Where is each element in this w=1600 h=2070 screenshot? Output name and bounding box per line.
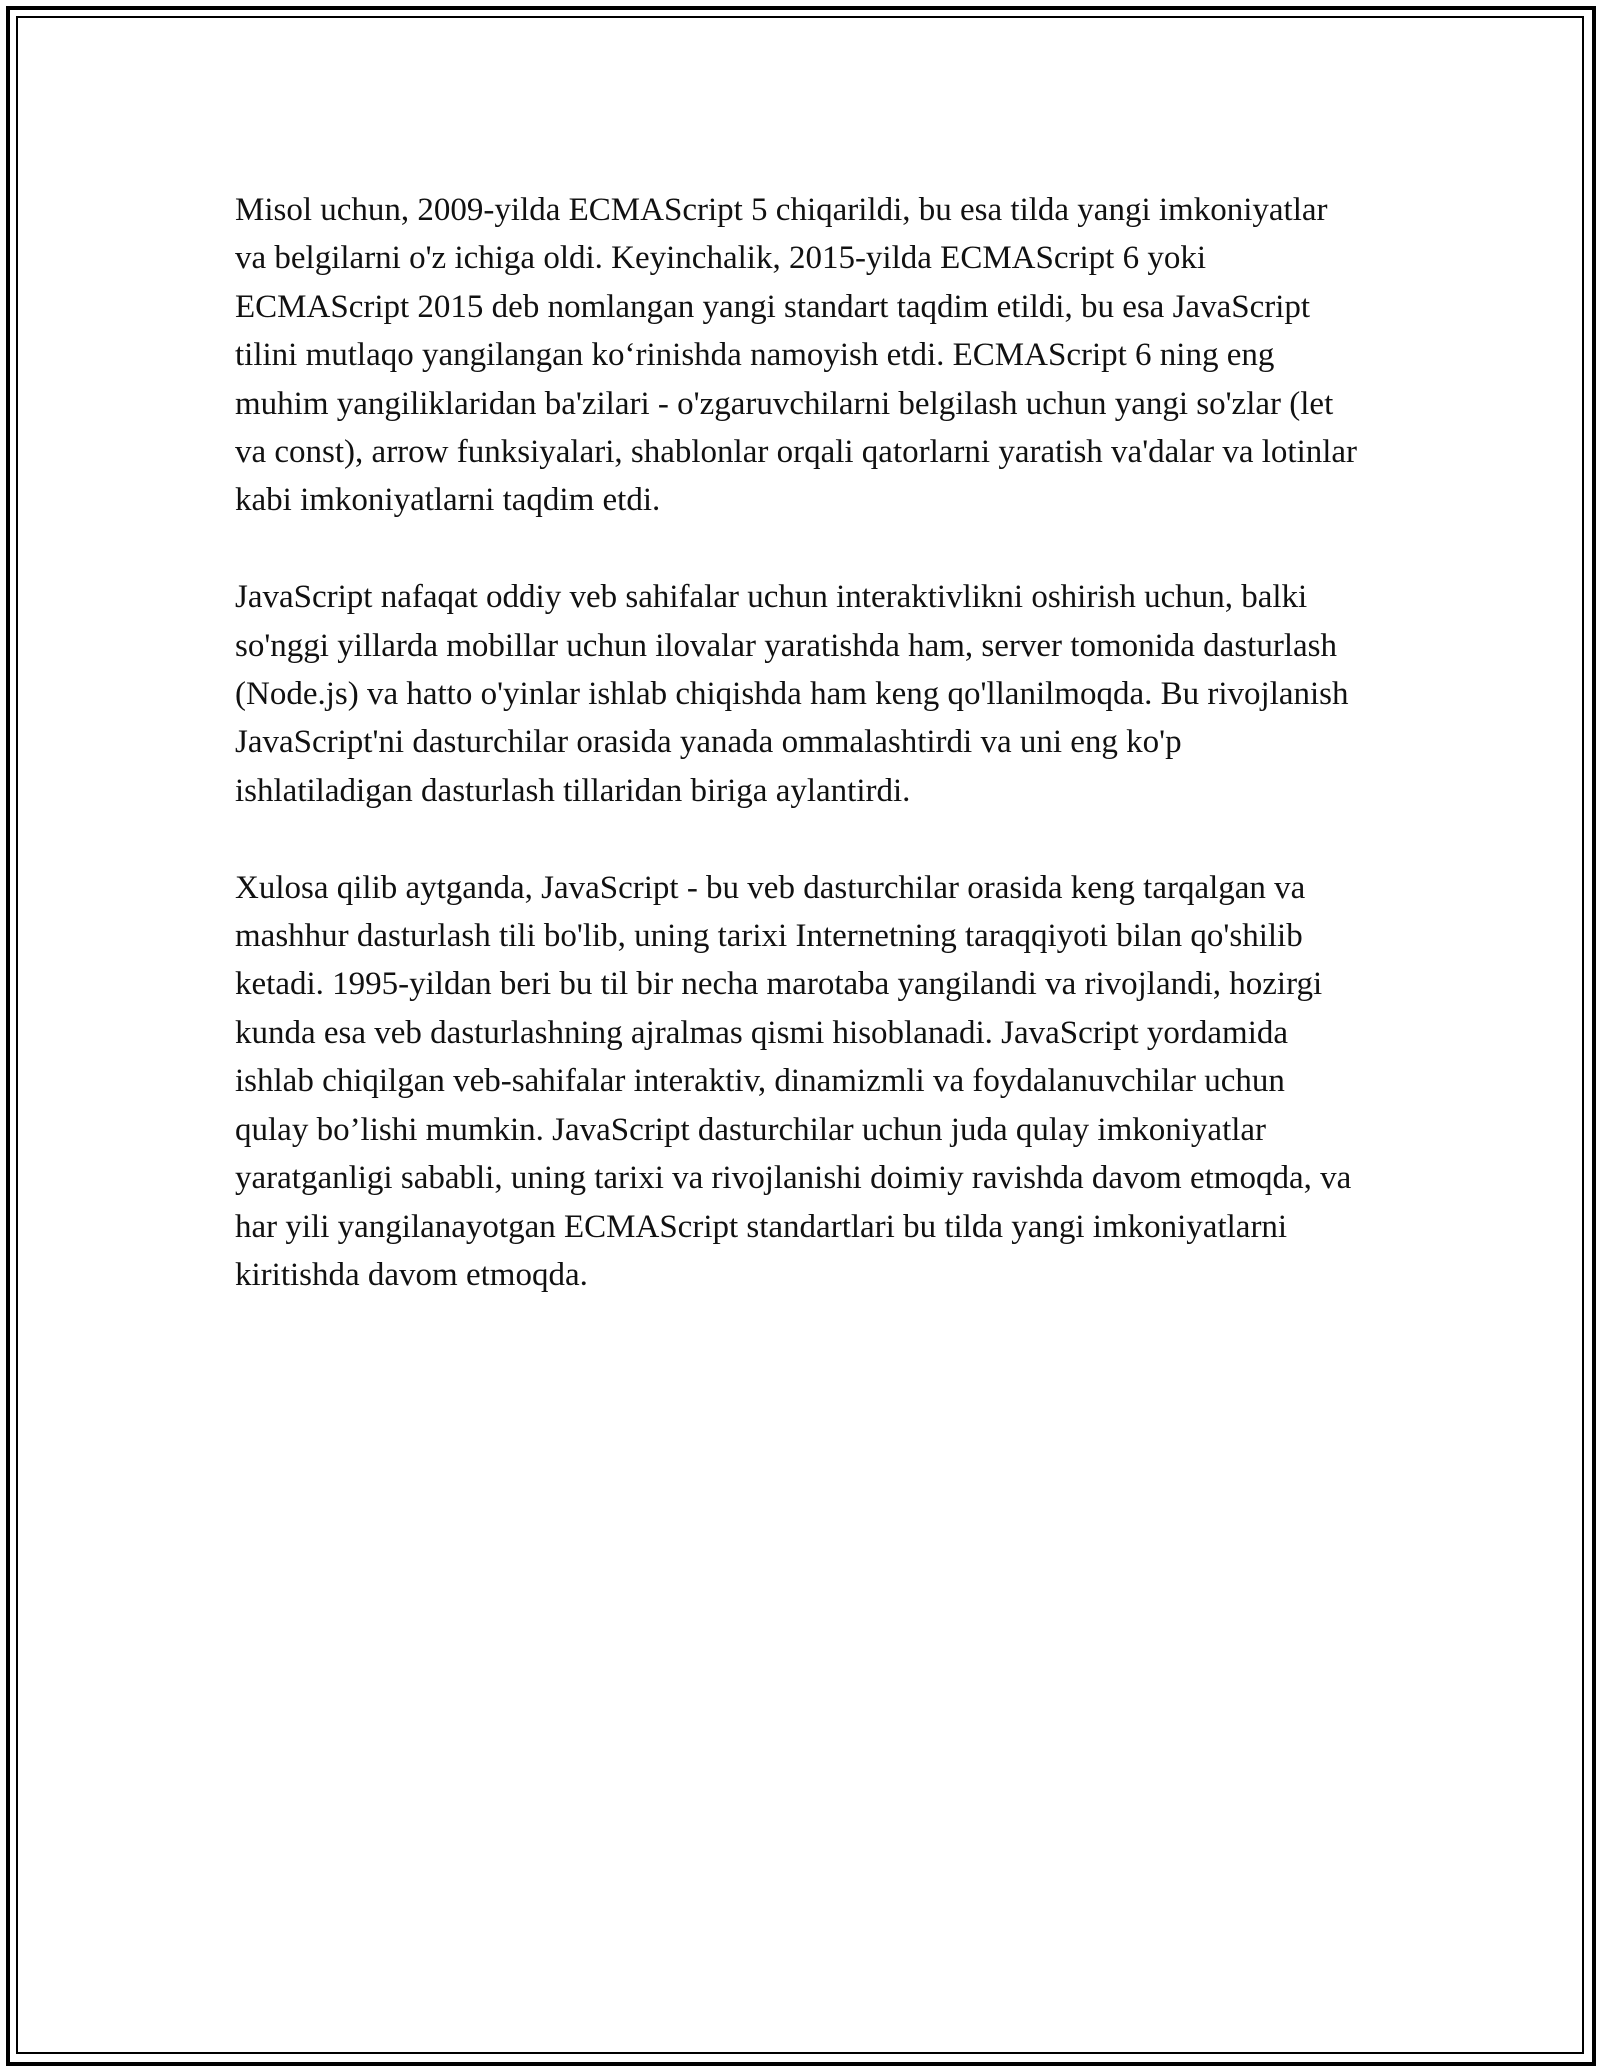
paragraph-javascript-usage: JavaScript nafaqat oddiy veb sahifalar uchun interaktivlikni oshirish uchun, balki so'nggi yillarda mobillar uchun ilovalar yaratishda ham, server tomonida dasturlash (Node.js) va hatto o'yinlar ishlab chiqishda ham keng qo'llanilmoqda. Bu rivojlanish JavaScript'ni dasturchilar orasida yanada ommalashtirdi va uni eng ko'p ishlatiladigan dasturlash tillaridan biriga aylantirdi.	[235, 579, 1349, 809]
paragraph-ecmascript-history: Misol uchun, 2009-yilda ECMAScript 5 chiqarildi, bu esa tilda yangi imkoniyatlar va belgilarni o'z ichiga oldi. Keyinchalik, 2015-yilda ECMAScript 6 yoki ECMAScript 2015 deb nomlangan yangi standart taqdim etildi, bu esa JavaScript tilini mutlaqo yangilangan ko‘rinishda namoyish etdi. ECMAScript 6 ning eng muhim yangiliklaridan ba'zilari - o'zgaruvchilarni belgilash uchun yangi so'zlar (let va const), arrow funksiyalari, shablonlar orqali qatorlarni yaratish va'dalar va lotinlar kabi imkoniyatlarni taqdim etdi.	[235, 192, 1358, 519]
document-body	[235, 186, 1365, 1348]
paragraph-conclusion: Xulosa qilib aytganda, JavaScript - bu veb dasturchilar orasida keng tarqalgan va mashhur dasturlash tili bo'lib, uning tarixi Internetning taraqqiyoti bilan qo'shilib ketadi. 1995-yildan beri bu til bir necha marotaba yangilandi va rivojlandi, hozirgi kunda esa veb dasturlashning ajralmas qismi hisoblanadi. JavaScript yordamida ishlab chiqilgan veb-sahifalar interaktiv, dinamizmli va foydalanuvchilar uchun qulay bo’lishi mumkin. JavaScript dasturchilar uchun juda qulay imkoniyatlar yaratganligi sababli, uning tarixi va rivojlanishi doimiy ravishda davom etmoqda, va har yili yangilanayotgan ECMAScript standartlari bu tilda yangi imkoniyatlarni kiritishda davom etmoqda.	[235, 869, 1352, 1293]
